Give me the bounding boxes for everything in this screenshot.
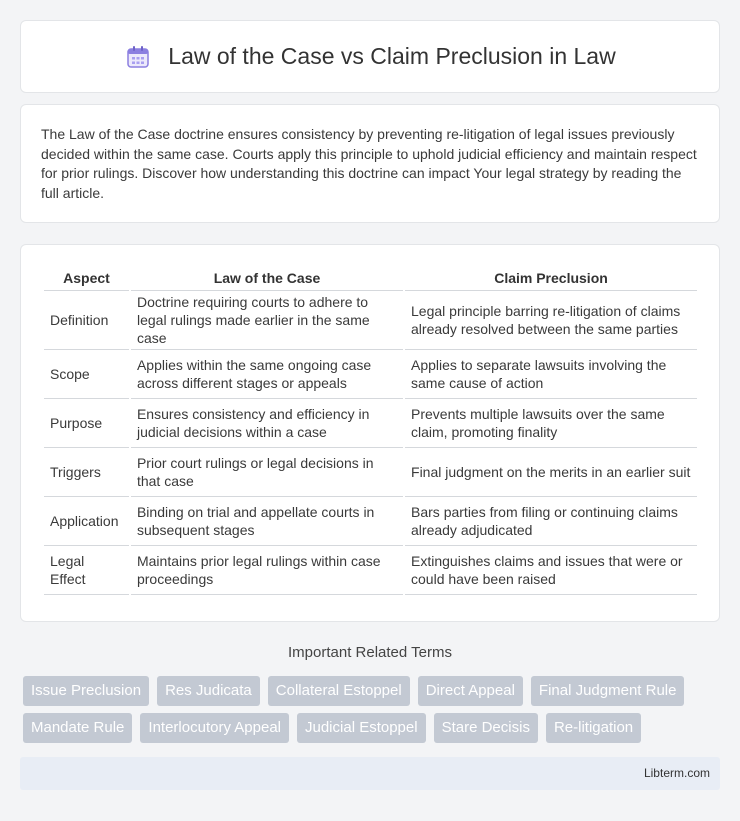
row-aspect: Application (44, 497, 129, 546)
row-claim-preclusion: Extinguishes claims and issues that were or could have been raised (405, 546, 697, 595)
comparison-table (42, 265, 699, 595)
intro-card (20, 104, 720, 223)
header-law-of-the-case: Law of the Case (131, 265, 403, 291)
row-law-of-the-case: Ensures consistency and efficiency in judicial decisions within a case (131, 399, 403, 448)
row-aspect: Triggers (44, 448, 129, 497)
related-terms-title: Important Related Terms (288, 644, 452, 661)
tag-stare-decisis[interactable]: Stare Decisis (434, 713, 538, 743)
table-row (44, 399, 697, 448)
table-row (44, 497, 697, 546)
row-law-of-the-case: Prior court rulings or legal decisions in that case (131, 448, 403, 497)
row-claim-preclusion: Final judgment on the merits in an earlier suit (405, 448, 697, 497)
tag-re-litigation[interactable]: Re-litigation (546, 713, 641, 743)
row-law-of-the-case: Binding on trial and appellate courts in subsequent stages (131, 497, 403, 546)
comparison-card (20, 244, 720, 622)
tag-collateral-estoppel[interactable]: Collateral Estoppel (268, 676, 410, 706)
tag-direct-appeal[interactable]: Direct Appeal (418, 676, 523, 706)
row-claim-preclusion: Applies to separate lawsuits involving the same cause of action (405, 350, 697, 399)
calendar-icon (124, 43, 152, 71)
table-row (44, 546, 697, 595)
row-law-of-the-case: Applies within the same ongoing case across different stages or appeals (131, 350, 403, 399)
row-aspect: Purpose (44, 399, 129, 448)
table-header-row (44, 265, 697, 291)
tag-mandate-rule[interactable]: Mandate Rule (23, 713, 132, 743)
row-claim-preclusion: Legal principle barring re-litigation of claims already resolved between the same parties (405, 291, 697, 350)
row-law-of-the-case: Doctrine requiring courts to adhere to legal rulings made earlier in the same case (131, 291, 403, 350)
table-row (44, 448, 697, 497)
related-terms-list (23, 676, 723, 743)
row-claim-preclusion: Prevents multiple lawsuits over the same claim, promoting finality (405, 399, 697, 448)
header-claim-preclusion: Claim Preclusion (405, 265, 697, 291)
tag-final-judgment-rule[interactable]: Final Judgment Rule (531, 676, 685, 706)
title-wrap (124, 43, 615, 71)
row-law-of-the-case: Maintains prior legal rulings within case proceedings (131, 546, 403, 595)
row-aspect: Legal Effect (44, 546, 129, 595)
row-aspect: Scope (44, 350, 129, 399)
table-row (44, 350, 697, 399)
row-aspect: Definition (44, 291, 129, 350)
header-aspect: Aspect (44, 265, 129, 291)
row-claim-preclusion: Bars parties from filing or continuing claims already adjudicated (405, 497, 697, 546)
table-row (44, 291, 697, 350)
footer-brand-link[interactable]: Libterm.com (643, 766, 710, 780)
tag-res-judicata[interactable]: Res Judicata (157, 676, 260, 706)
intro-text: The Law of the Case doctrine ensures consistency by preventing re-litigation of legal issues previously decided within the same case. Courts apply this principle to uphold judicial efficiency and maintain respect for prior rulings. Discover how understanding this doctrine can impact Your legal strategy by reading the full article. (41, 126, 697, 201)
header-card (20, 20, 720, 93)
tag-issue-preclusion[interactable]: Issue Preclusion (23, 676, 149, 706)
tag-interlocutory-appeal[interactable]: Interlocutory Appeal (140, 713, 289, 743)
footer (20, 757, 720, 790)
tag-judicial-estoppel[interactable]: Judicial Estoppel (297, 713, 426, 743)
page-title: Law of the Case vs Claim Preclusion in Law (168, 43, 616, 69)
